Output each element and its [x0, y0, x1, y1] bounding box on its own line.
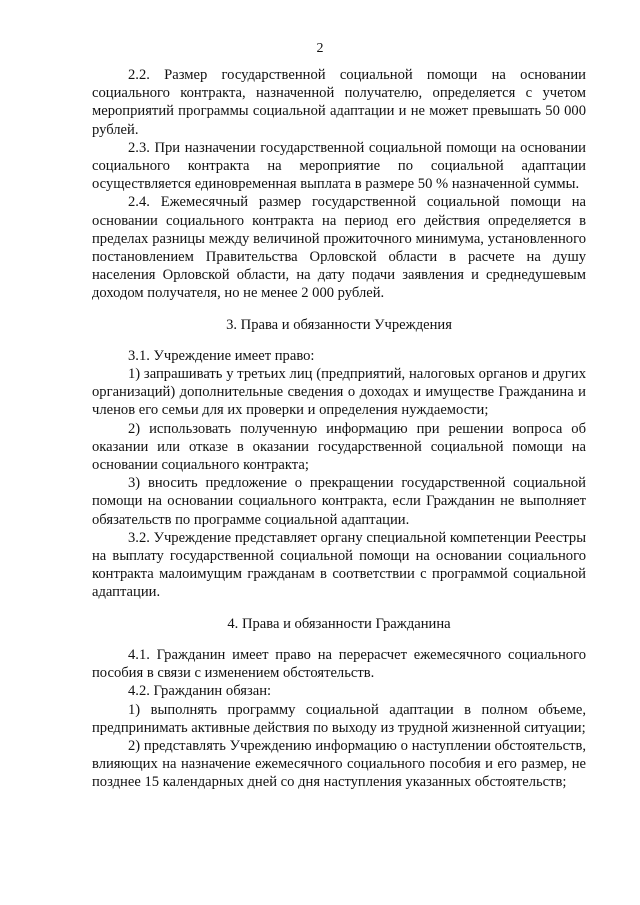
- document-body: [92, 66, 586, 792]
- clause-3-1-item-2: 2) использовать полученную информацию при решении вопроса об оказании или отказе в оказании государственной социальной помощи на основании социального контракта;: [92, 420, 586, 474]
- clause-3-1-item-3: 3) вносить предложение о прекращении государственной социальной помощи на основании социального контракта, если Гражданин не выполняет обязательств по программе социальной адаптации.: [92, 475, 586, 528]
- clause-4-2: 4.2. Гражданин обязан:: [128, 683, 272, 700]
- clause-3-2: 3.2. Учреждение представляет органу специальной компетенции Реестры на выплату государственной социальной помощи на основании социального контракта малоимущим гражданам в соответствии с программой социальной адаптации.: [92, 529, 586, 601]
- clause-2-2: 2.2. Размер государственной социальной помощи на основании социального контракта, назначенной получателю, определяется с учетом мероприятий программы социальной адаптации и не может превышать 50 000 рублей.: [92, 67, 586, 138]
- clause-2-4: 2.4. Ежемесячный размер государственной социальной помощи на основании социального контракта на период его действия определяется в пределах разницы между величиной прожиточного минимума, установленного постановлением Правительства Орловской области в расчете на душу населения Орловской области, на дату подачи заявления и среднедушевым доходом получателя, но не менее 2 000 рублей.: [92, 194, 586, 302]
- clause-2-3: 2.3. При назначении государственной социальной помощи на основании социального контракта на мероприятие по социальной адаптации осуществляется единовременная выплата в размере 50 % назначенной суммы.: [92, 139, 586, 193]
- section-4-heading: 4. Права и обязанности Гражданина: [227, 615, 451, 632]
- section-3-heading: 3. Права и обязанности Учреждения: [226, 316, 452, 333]
- page-number: 2: [316, 41, 324, 56]
- clause-4-2-item-1: 1) выполнять программу социальной адаптации в полном объеме, предпринимать активные действия по выходу из трудной жизненной ситуации;: [92, 701, 586, 736]
- clause-4-2-item-2: 2) представлять Учреждению информацию о наступлении обстоятельств, влияющих на назначение ежемесячного социального пособия и его размер, не позднее 15 календарных дней со дня наступления указанных обстоятельств;: [92, 737, 586, 791]
- clause-3-1: 3.1. Учреждение имеет право:: [128, 347, 315, 364]
- clause-3-1-item-1: 1) запрашивать у третьих лиц (предприятий, налоговых органов и других организаций) дополнительные сведения о доходах и имуществе Гражданина и членов его семьи для их проверки и определения нуждаемости;: [92, 366, 586, 419]
- clause-4-1: 4.1. Гражданин имеет право на перерасчет ежемесячного социального пособия в связи с изменением обстоятельств.: [92, 646, 586, 682]
